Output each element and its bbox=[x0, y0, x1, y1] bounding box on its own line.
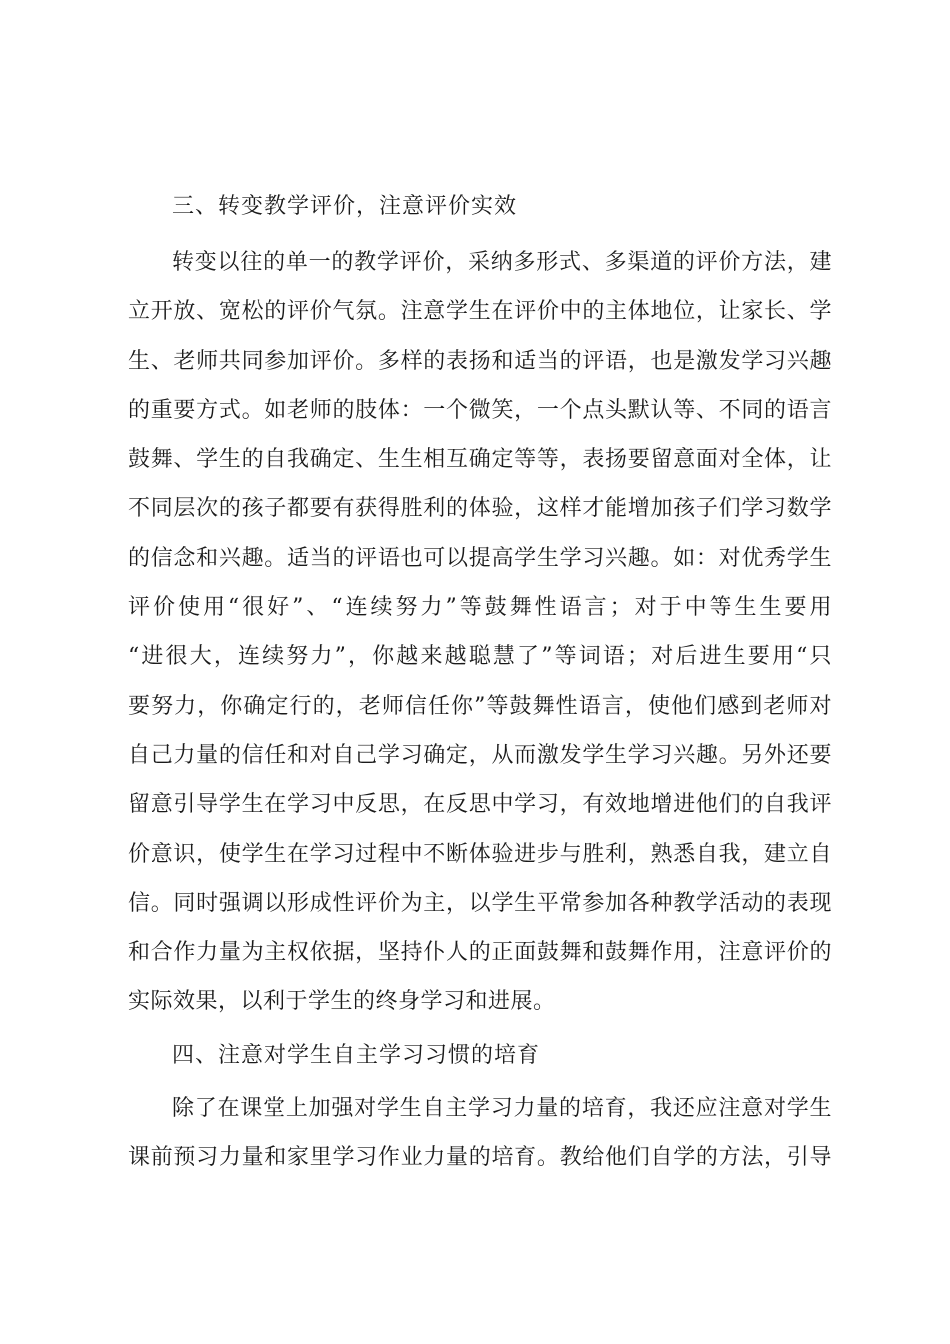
paragraph-line: 课前预习力量和家里学习作业力量的培育。教给他们自学的方法，引导 bbox=[128, 1145, 832, 1171]
section-heading-4: 四、注意对学生自主学习习惯的培育 bbox=[172, 1042, 541, 1068]
paragraph-line: 除了在课堂上加强对学生自主学习力量的培育，我还应注意对学生 bbox=[172, 1095, 832, 1121]
paragraph-line: 不同层次的孩子都要有获得胜利的体验，这样才能增加孩子们学习数学 bbox=[128, 496, 832, 522]
paragraph-line: 鼓舞、学生的自我确定、生生相互确定等等，表扬要留意面对全体，让 bbox=[128, 447, 832, 473]
paragraph-line: 评价使用“很好”、“连续努力”等鼓舞性语言；对于中等生生要用 bbox=[128, 595, 832, 621]
paragraph-line: 转变以往的单一的教学评价，采纳多形式、多渠道的评价方法，建 bbox=[172, 250, 832, 275]
paragraph-line: 的重要方式。如老师的肢体：一个微笑，一个点头默认等、不同的语言 bbox=[128, 397, 832, 423]
paragraph-line: 和合作力量为主权依据，坚持仆人的正面鼓舞和鼓舞作用，注意评价的 bbox=[128, 940, 832, 966]
section-3-paragraph bbox=[128, 238, 832, 1027]
paragraph-line: 要努力，你确定行的，老师信任你”等鼓舞性语言，使他们感到老师对 bbox=[128, 693, 832, 719]
paragraph-line: 信。同时强调以形成性评价为主，以学生平常参加各种教学活动的表现 bbox=[128, 890, 832, 916]
paragraph-line: 的信念和兴趣。适当的评语也可以提高学生学习兴趣。如：对优秀学生 bbox=[128, 545, 832, 571]
paragraph-line: 实际效果，以利于学生的终身学习和进展。 bbox=[128, 989, 556, 1015]
paragraph-line: “进很大，连续努力”，你越来越聪慧了”等词语；对后进生要用“只 bbox=[128, 644, 832, 670]
paragraph-line: 留意引导学生在学习中反思，在反思中学习，有效地增进他们的自我评 bbox=[128, 792, 832, 818]
paragraph-line: 立开放、宽松的评价气氛。注意学生在评价中的主体地位，让家长、学 bbox=[128, 299, 832, 325]
section-4-paragraph bbox=[128, 1084, 832, 1183]
paragraph-line: 自己力量的信任和对自己学习确定，从而激发学生学习兴趣。另外还要 bbox=[128, 742, 832, 768]
document-body bbox=[128, 185, 832, 1182]
paragraph-line: 价意识，使学生在学习过程中不断体验进步与胜利，熟悉自我，建立自 bbox=[128, 841, 832, 867]
paragraph-line: 生、老师共同参加评价。多样的表扬和适当的评语，也是激发学习兴趣 bbox=[128, 348, 832, 374]
section-heading-3: 三、转变教学评价，注意评价实效 bbox=[172, 194, 518, 219]
